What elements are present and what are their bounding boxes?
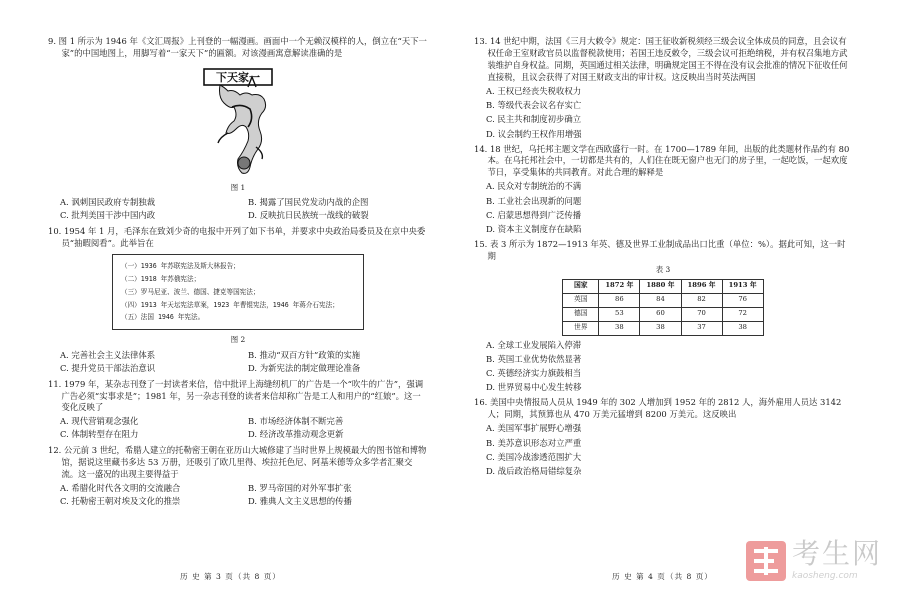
question-12-stem: 12. 公元前 3 世纪，希腊人建立的托勒密王朝在亚历山大城修建了当时世界上规模最大的图书馆和博物馆，据说这里藏书多达 53 万册，还吸引了欧几里得、埃拉托色尼、阿基米德等众多学者汇聚交流。这一盛况的出现主要得益于 bbox=[48, 445, 427, 480]
option-b: B. 罗马帝国的对外军事扩张 bbox=[248, 483, 352, 493]
option-d: D. 资本主义制度存在缺陷 bbox=[486, 224, 582, 235]
table-cell: 70 bbox=[681, 307, 722, 321]
table-3-title: 表 3 bbox=[655, 265, 671, 275]
table-header-cell: 1896 年 bbox=[681, 279, 722, 293]
table-cell: 38 bbox=[640, 321, 681, 335]
table-row bbox=[563, 307, 763, 321]
option-a: A. 美国军事扩展野心增强 bbox=[486, 423, 582, 434]
question-14-stem: 14. 18 世纪，乌托邦主题文学在西欧盛行一时。在 1700—1789 年间，出版的此类题材作品约有 80 本。在乌托邦社会中，一切都是共有的，人们住在既无窗户也无门的房子里，一起吃饭，一起欢度节日，享受集体的共同教育。对此合理的解释是 bbox=[474, 143, 850, 178]
figure-2 bbox=[48, 333, 428, 346]
question-9 bbox=[48, 36, 428, 223]
figure-1 bbox=[48, 63, 428, 194]
option-b: B. 推动“双百方针”政策的实施 bbox=[248, 349, 361, 360]
option-a: A. 民众对专制统治的不满 bbox=[486, 181, 582, 192]
question-9-stem: 9. 图 1 所示为 1946 年《文汇周报》上刊登的一幅漫画。画面中一个无赖汉模样的人，倒立在“天下一家”的中国地图上，用脚写着“一家天下”的匾额。对该漫画寓意解读准确的是 bbox=[48, 36, 427, 58]
table-cell: 72 bbox=[722, 307, 763, 321]
option-b: B. 美苏意识形态对立严重 bbox=[486, 437, 582, 448]
figure-2-caption: 图 2 bbox=[230, 335, 246, 345]
question-11 bbox=[48, 379, 428, 443]
question-10-options bbox=[48, 350, 428, 376]
question-12 bbox=[48, 445, 428, 509]
question-16 bbox=[474, 397, 852, 478]
table-cell: 82 bbox=[681, 293, 722, 307]
book-list-box bbox=[112, 254, 364, 330]
right-page-column bbox=[474, 36, 852, 481]
watermark-text bbox=[792, 536, 883, 583]
option-d: D. 反映抗日民族统一战线的破裂 bbox=[248, 210, 369, 221]
table-header-cell: 1872 年 bbox=[599, 279, 640, 293]
table-row bbox=[563, 321, 763, 335]
option-b: B. 揭露了国民党发动内战的企图 bbox=[248, 197, 369, 208]
option-a: A. 希腊化时代各文明的交流融合 bbox=[60, 483, 181, 493]
option-a: A. 王权已经丧失税收权力 bbox=[486, 85, 582, 96]
option-d: D. 世界贸易中心发生转移 bbox=[486, 382, 582, 393]
cartoon-illustration bbox=[190, 63, 286, 181]
table-cell: 37 bbox=[681, 321, 722, 335]
table-header-cell: 1913 年 bbox=[722, 279, 763, 293]
question-10-stem: 10. 1954 年 1 月，毛泽东在致刘少奇的电报中开列了如下书单，并要求中央政治局委员及在京中央委员“抽暇阅看”。此举旨在 bbox=[48, 226, 426, 249]
table-cell: 38 bbox=[722, 321, 763, 335]
table-cell: 76 bbox=[722, 293, 763, 307]
site-watermark bbox=[744, 530, 894, 592]
question-15 bbox=[474, 239, 852, 394]
question-11-stem: 11. 1979 年，某杂志刊登了一封读者来信，信中批评上海缝纫机厂的广告是一个“吹牛的广告”，强调广告必须“实事求是”；1981 年，另一杂志刊登的读者来信却称广告是工人和用户的“红娘”。这一变化反映了 bbox=[48, 378, 424, 413]
option-d: D. 议会制约王权作用增强 bbox=[486, 128, 582, 139]
table-cell: 53 bbox=[599, 307, 640, 321]
book-list-line: （五）法国 1946 年宪法。 bbox=[121, 313, 205, 322]
table-header-row bbox=[563, 279, 763, 293]
option-c: C. 英德经济实力旗鼓相当 bbox=[486, 368, 582, 379]
table-header-cell: 1880 年 bbox=[640, 279, 681, 293]
option-b: B. 市场经济体制不断完善 bbox=[248, 416, 344, 427]
option-c: C. 提升党员干部法治意识 bbox=[60, 362, 156, 373]
question-16-stem: 16. 美国中央情报局人员从 1949 年的 302 人增加到 1952 年的 2812 人，海外雇用人员达 3142 人；同期，其预算也从 470 万美元猛增到 8200 万美元。这反映出 bbox=[474, 397, 842, 420]
option-a: A. 全球工业发展陷入停滞 bbox=[486, 339, 582, 350]
option-c: C. 启蒙思想得到广泛传播 bbox=[486, 209, 582, 220]
option-d: D. 雅典人文主义思想的传播 bbox=[248, 495, 352, 506]
option-d: D. 战后政治格局错综复杂 bbox=[486, 466, 582, 477]
question-14 bbox=[474, 144, 852, 237]
page-footer-right: 历 史 第 4 页（共 8 页） bbox=[612, 572, 713, 581]
table-header-cell: 国家 bbox=[563, 279, 599, 293]
table-cell: 38 bbox=[599, 321, 640, 335]
watermark-cn: 考生网 bbox=[792, 536, 883, 570]
option-b: B. 英国工业优势依然显著 bbox=[486, 353, 582, 364]
question-15-options bbox=[474, 340, 852, 395]
book-list-line: （三）罗马尼亚、波兰、德国、捷克等国宪法； bbox=[121, 287, 260, 296]
question-15-stem: 15. 表 3 所示为 1872—1913 年英、德及世界工业制成品出口比重（单位：%）。据此可知，这一时期 bbox=[474, 239, 846, 262]
option-b: B. 工业社会出现新的问题 bbox=[486, 195, 582, 206]
table-row bbox=[563, 293, 763, 307]
option-c: C. 美国冷战渗透范围扩大 bbox=[486, 451, 582, 462]
option-c: C. 托勒密王朝对埃及文化的推崇 bbox=[60, 495, 181, 506]
figure-1-caption: 图 1 bbox=[230, 182, 246, 192]
option-c: C. 民主共和制度初步确立 bbox=[486, 114, 582, 125]
question-10 bbox=[48, 226, 428, 375]
page-footer-left: 历 史 第 3 页（共 8 页） bbox=[180, 572, 281, 581]
question-13-options bbox=[474, 86, 852, 141]
question-13 bbox=[474, 36, 852, 141]
table-cell: 德国 bbox=[563, 307, 599, 321]
table-cell: 84 bbox=[640, 293, 681, 307]
question-11-options bbox=[48, 416, 428, 442]
option-d: D. 经济改革推动观念更新 bbox=[248, 429, 344, 440]
cartoon-plaque-text: 下天家一 bbox=[216, 70, 260, 84]
option-d: D. 为新宪法的制定做理论准备 bbox=[248, 362, 361, 373]
option-b: B. 等级代表会议名存实亡 bbox=[486, 100, 582, 110]
option-c: C. 批判美国干涉中国内政 bbox=[60, 210, 156, 221]
watermark-en: kaosheng.com bbox=[792, 570, 858, 581]
table-cell: 86 bbox=[599, 293, 640, 307]
question-16-options bbox=[474, 423, 852, 478]
watermark-logo-icon bbox=[744, 539, 788, 583]
table-cell: 60 bbox=[640, 307, 681, 321]
export-share-table bbox=[562, 279, 763, 336]
book-list-line: （一）1936 年苏联宪法及斯大林报告； bbox=[121, 262, 240, 271]
option-a: A. 完善社会主义法律体系 bbox=[60, 349, 156, 360]
left-page-column bbox=[48, 36, 428, 512]
option-a: A. 现代营销观念强化 bbox=[60, 416, 139, 427]
question-12-options bbox=[48, 483, 428, 509]
option-c: C. 体制转型存在阻力 bbox=[60, 429, 139, 440]
question-9-options bbox=[48, 197, 428, 223]
table-cell: 英国 bbox=[563, 293, 599, 307]
book-list-line: （四）1913 年天坛宪法草案，1923 年曹锟宪法，1946 年蒋介石宪法； bbox=[121, 300, 339, 309]
option-a: A. 讽刺国民政府专制独裁 bbox=[60, 197, 156, 208]
question-14-options bbox=[474, 181, 852, 236]
book-list-line: （二）1918 年苏俄宪法； bbox=[121, 274, 201, 283]
question-13-stem: 13. 14 世纪中期，法国《三月大敕令》规定：国王征收新税须经三级会议全体成员的同意，且会议有权任命王室财政官员以监督税款使用；若国王违反敕令，三级会议可拒绝纳税，并有权召集地方武装维护自身权益。同期，英国通过相关法律，明确规定国王不得在没有议会批准的情况下征收任何直接税，且议会获得了对国王财政支出的审计权。这反映出当时英法两国 bbox=[474, 36, 848, 82]
table-cell: 世界 bbox=[563, 321, 599, 335]
